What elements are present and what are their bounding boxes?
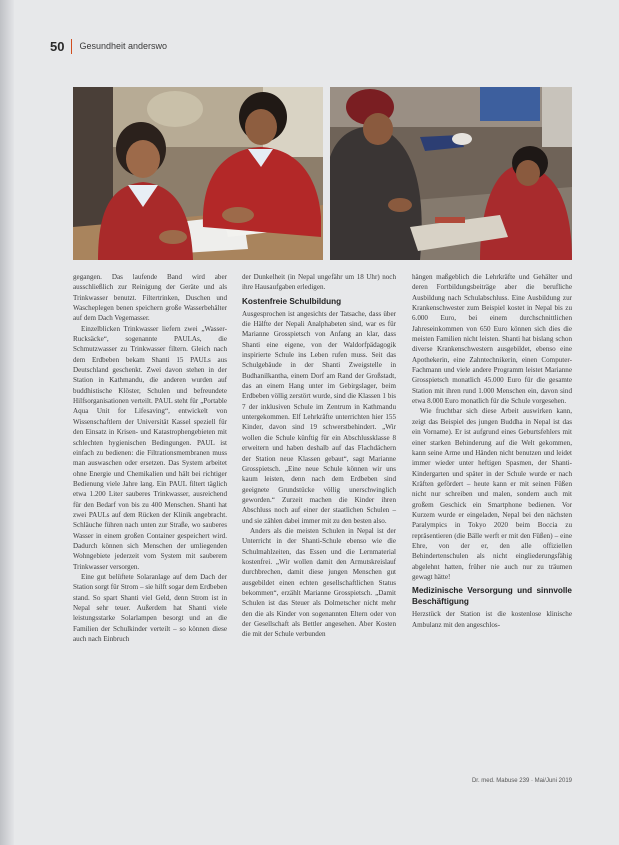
paragraph: der Dunkelheit (in Nepal ungefähr um 18 Uhr) noch ihre Hausaufgaben erledigen. (242, 273, 396, 292)
header-divider (71, 39, 72, 54)
page-binding-shadow (0, 0, 14, 845)
paragraph: Anders als die meisten Schulen in Nepal ist der Unterricht in der Shanti-Schule ebenso wie die Schulmahlzeiten, das Essen und die Lernmaterial kostenfrei. „Wir wollen damit den Armutskreislauf durchbrechen, damit diese jungen Menschen gut ausgebildet einen echten gesellschaftlichen Status bekommen“, erzählt Marianne Grosspietsch. „Damit Schulen ist das Steuer als Dolmetscher nicht mehr den die als Kinder von sogenannten Eltern oder von der Gesellschaft als Bettler angesehen. Aber Kosten die mit der Schule verbunden (242, 526, 396, 639)
subheading-medical-care: Medizinische Versorgung und sinnvolle Beschäftigung (412, 586, 572, 607)
page-header (50, 38, 167, 54)
paragraph: Herzstück der Station ist die kostenlose klinische Ambulanz mit den angeschlos- (412, 610, 572, 629)
text-column-1 (73, 272, 227, 644)
page-footer: Dr. med. Mabuse 239 · Mai/Juni 2019 (471, 778, 572, 784)
photo-classroom-children (73, 87, 323, 260)
text-column-2 (242, 272, 396, 640)
paragraph: Wie fruchtbar sich diese Arbeit auswirken kann, zeigt das Beispiel des jungen Buddha in Nepal ist das ein Vorname). Er ist aufgrund eines Geburtsfehlers mit einer starken Behinderung auf die Welt gekommen, kann seine Arme und Händen nicht benutzen und leidet immer wieder unter heftigen Spasmen, der Shanti-Kindergarten und später in der Schule wurde er nach Kräften gefördert – heute kann er mit seinen Füßen nicht nur schreiben und malen, sondern auch mit großem Geschick ein Smartphone bedienen. Vor Kurzem wurde er eingeladen, Nepal bei den nächsten Paralympics in Tokyo 2020 beim Boccia zu repräsentieren (die Bälle werft er mit den Füßen) – eine Ehre, von der er, den alle offiziellen Behindertenschulen als nicht eingliederungsfähig abgelehnt hatten, früher nie auch nur zu träumen gewagt hätte! (412, 407, 572, 581)
paragraph: gegangen. Das laufende Band wird aber ausschließlich zur Reinigung der Geräte und als Trinkwasser benutzt. Filtertrinken, Duschen und Wascheplegen benen speichern große Wasserbehälter auf dem Dach Vegemasser. (73, 273, 227, 323)
subheading-schooling: Kostenfreie Schulbildung (242, 296, 342, 306)
text-column-3 (412, 272, 572, 630)
section-title: Gesundheit anderswo (79, 41, 168, 51)
page-number: 50 (50, 38, 65, 54)
paragraph: Einzelblicken Trinkwasser liefern zwei „Wasser-Rucksäcke“, sogenannte PAULAs, die Schmutzwasser zu Trinkwasser filtern. Gleich nach dem Erdbeben bekam Shanti 15 PAULs aus Deutschland geschenkt. Zwei davon stehen in der Station in Kathmandu, die anderen wurden auf buddhistische Klöster, Schulen und befreundete Hilfsorganisationen verteilt. PAUL steht für „Portable Aqua Unit for Lifesaving“, entwickelt von Wissenschaftlern der Universität Kassel speziell für den Einsatz in Krisen- und Katastrophengebieten mit schlechten hygienischen Bedingungen. PAUL ist einfach zu bedienen: die Filtrationsmembranen muss man auswaschen oder ersetzen. Das System arbeitet ohne Energie und Chemikalien und hält bei richtiger Bedienung viele Jahre lang. Ein PAUL filtert täglich etwa 1.200 Liter sauberes Trinkwasser, ausreichend für den Bedarf von bis zu 400 Menschen. Shanti hat zwei PAULs auf dem Rücken der Klinik angebracht. Schläuche führen nach unten zur Straße, wo sauberes Wasser in einem großen Container gespeichert wird. Dadurch können sich Menschen der umliegenden Wohngebiete jederzeit vom System mit sauberem Trinkwasser versorgen. (73, 324, 227, 571)
photo-boy-painting-with-feet (330, 87, 572, 260)
paragraph: Ausgesprochen ist angesichts der Tatsache, dass über die Hälfte der Nepali Analphabeten sind, war es für Marianne Grosspietsch von Anfang an klar, dass Shanti eine eigene, von der Waldorfpädagogik inspirierte Schule ins Leben rufen muss. Seit das Schulgebäude in der Shanti Zweigstelle in Budhanilkantha, einem Dorf am Rand der Großstadt, das an einem Hang unter im Gebirgslager, beim Erdbeben völlig zerstört wurde, sind die Klassen 1 bis 7 der inklusiven Schule im Zentrum in Kathmandu untergekommen. Elf Lehrkräfte unterrichten hier 155 Kinder, davon sind 19 schwerstbehindert. „Wir wollen die Schule künftig für ein Abschlussklasse 8 erweitern und haben deshalb auf das Flachdächern der Station neue Klassen gebaut“, sagt Marianne Grosspietsch. „Eine neue Schule können wir uns kaum leisten, denn nach dem Erdbeben sind geeignete Grundstücke völlig unerschwinglich geworden.“ Zurzeit machen die Kinder ihren Abschluss noch auf einer der staatlichen Schulen – und sie zählen dabei immer mit zu den besten also. (242, 309, 396, 525)
paragraph: Eine gut belüftete Solaranlage auf dem Dach der Station sorgt für Strom – sie hilft sogar dem Erdbeben stand. So spart Shanti viel Geld, denn Strom ist in Nepal sehr teuer. Außerdem hat Shanti viele leistungsstarke Solarlampen besorgt und an die Familien der Schulkinder verteilt – so können diese auch nach Einbruch (73, 572, 227, 644)
paragraph: hängen maßgeblich die Lehrkräfte und Gehälter und deren Fortbildungsbeiträge aber die berufliche Ausbildung nach Schulabschluss. Eine Ausbildung zur Krankenschwester zum Beispiel kostet in Nepal bis zu 6.000 Euro, bei einem durchschnittlichen Jahreseinkommen von 650 Euro können sich dies die meisten Familien nicht leisten. Shanti hat bislang schon diverse Krankenschwestern ausgebildet, ebenso eine Apothekerin, eine Zahntechnikerin, einen Computer-Fachmann und viele andere Programm leistet Marianne Grosspietsch monatlich 45.000 Euro für die gesamte Station mit ihren rund 1.000 Menschen ein, davon sind etwa 8.000 Euro monatlich für die Schule vorgesehen. (412, 273, 572, 406)
